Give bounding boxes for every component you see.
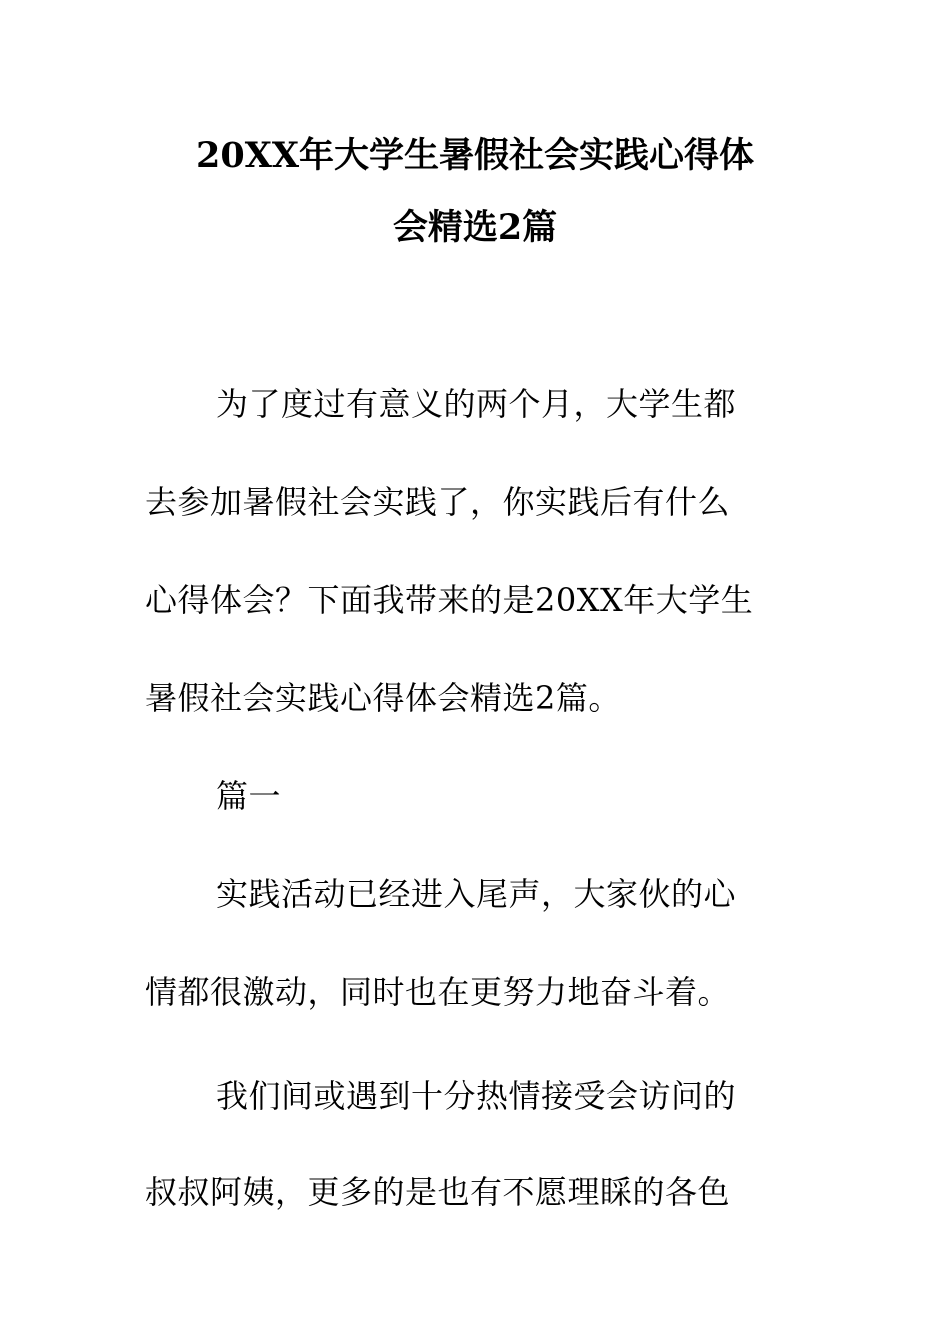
paragraph-line: 我们间或遇到十分热情接受会访问的 [216,1077,737,1115]
paragraph-line: 暑假社会实践心得体会精选2篇。 [145,679,621,717]
paragraph-line: 情都很激动，同时也在更努力地奋斗着。 [145,973,731,1011]
section-heading: 篇一 [216,777,282,815]
document-title-line-2: 会精选2篇 [392,207,558,248]
paragraph-line: 心得体会？下面我带来的是20XX年大学生 [145,581,754,619]
paragraph-line: 叔叔阿姨，更多的是也有不愿理睬的各色 [145,1173,731,1211]
paragraph-line: 实践活动已经进入尾声，大家伙的心 [216,875,737,913]
paragraph-line: 去参加暑假社会实践了，你实践后有什么 [145,483,731,521]
document-title-line-1: 20XX年大学生暑假社会实践心得体 [195,135,755,176]
paragraph-line: 为了度过有意义的两个月，大学生都 [216,385,737,423]
